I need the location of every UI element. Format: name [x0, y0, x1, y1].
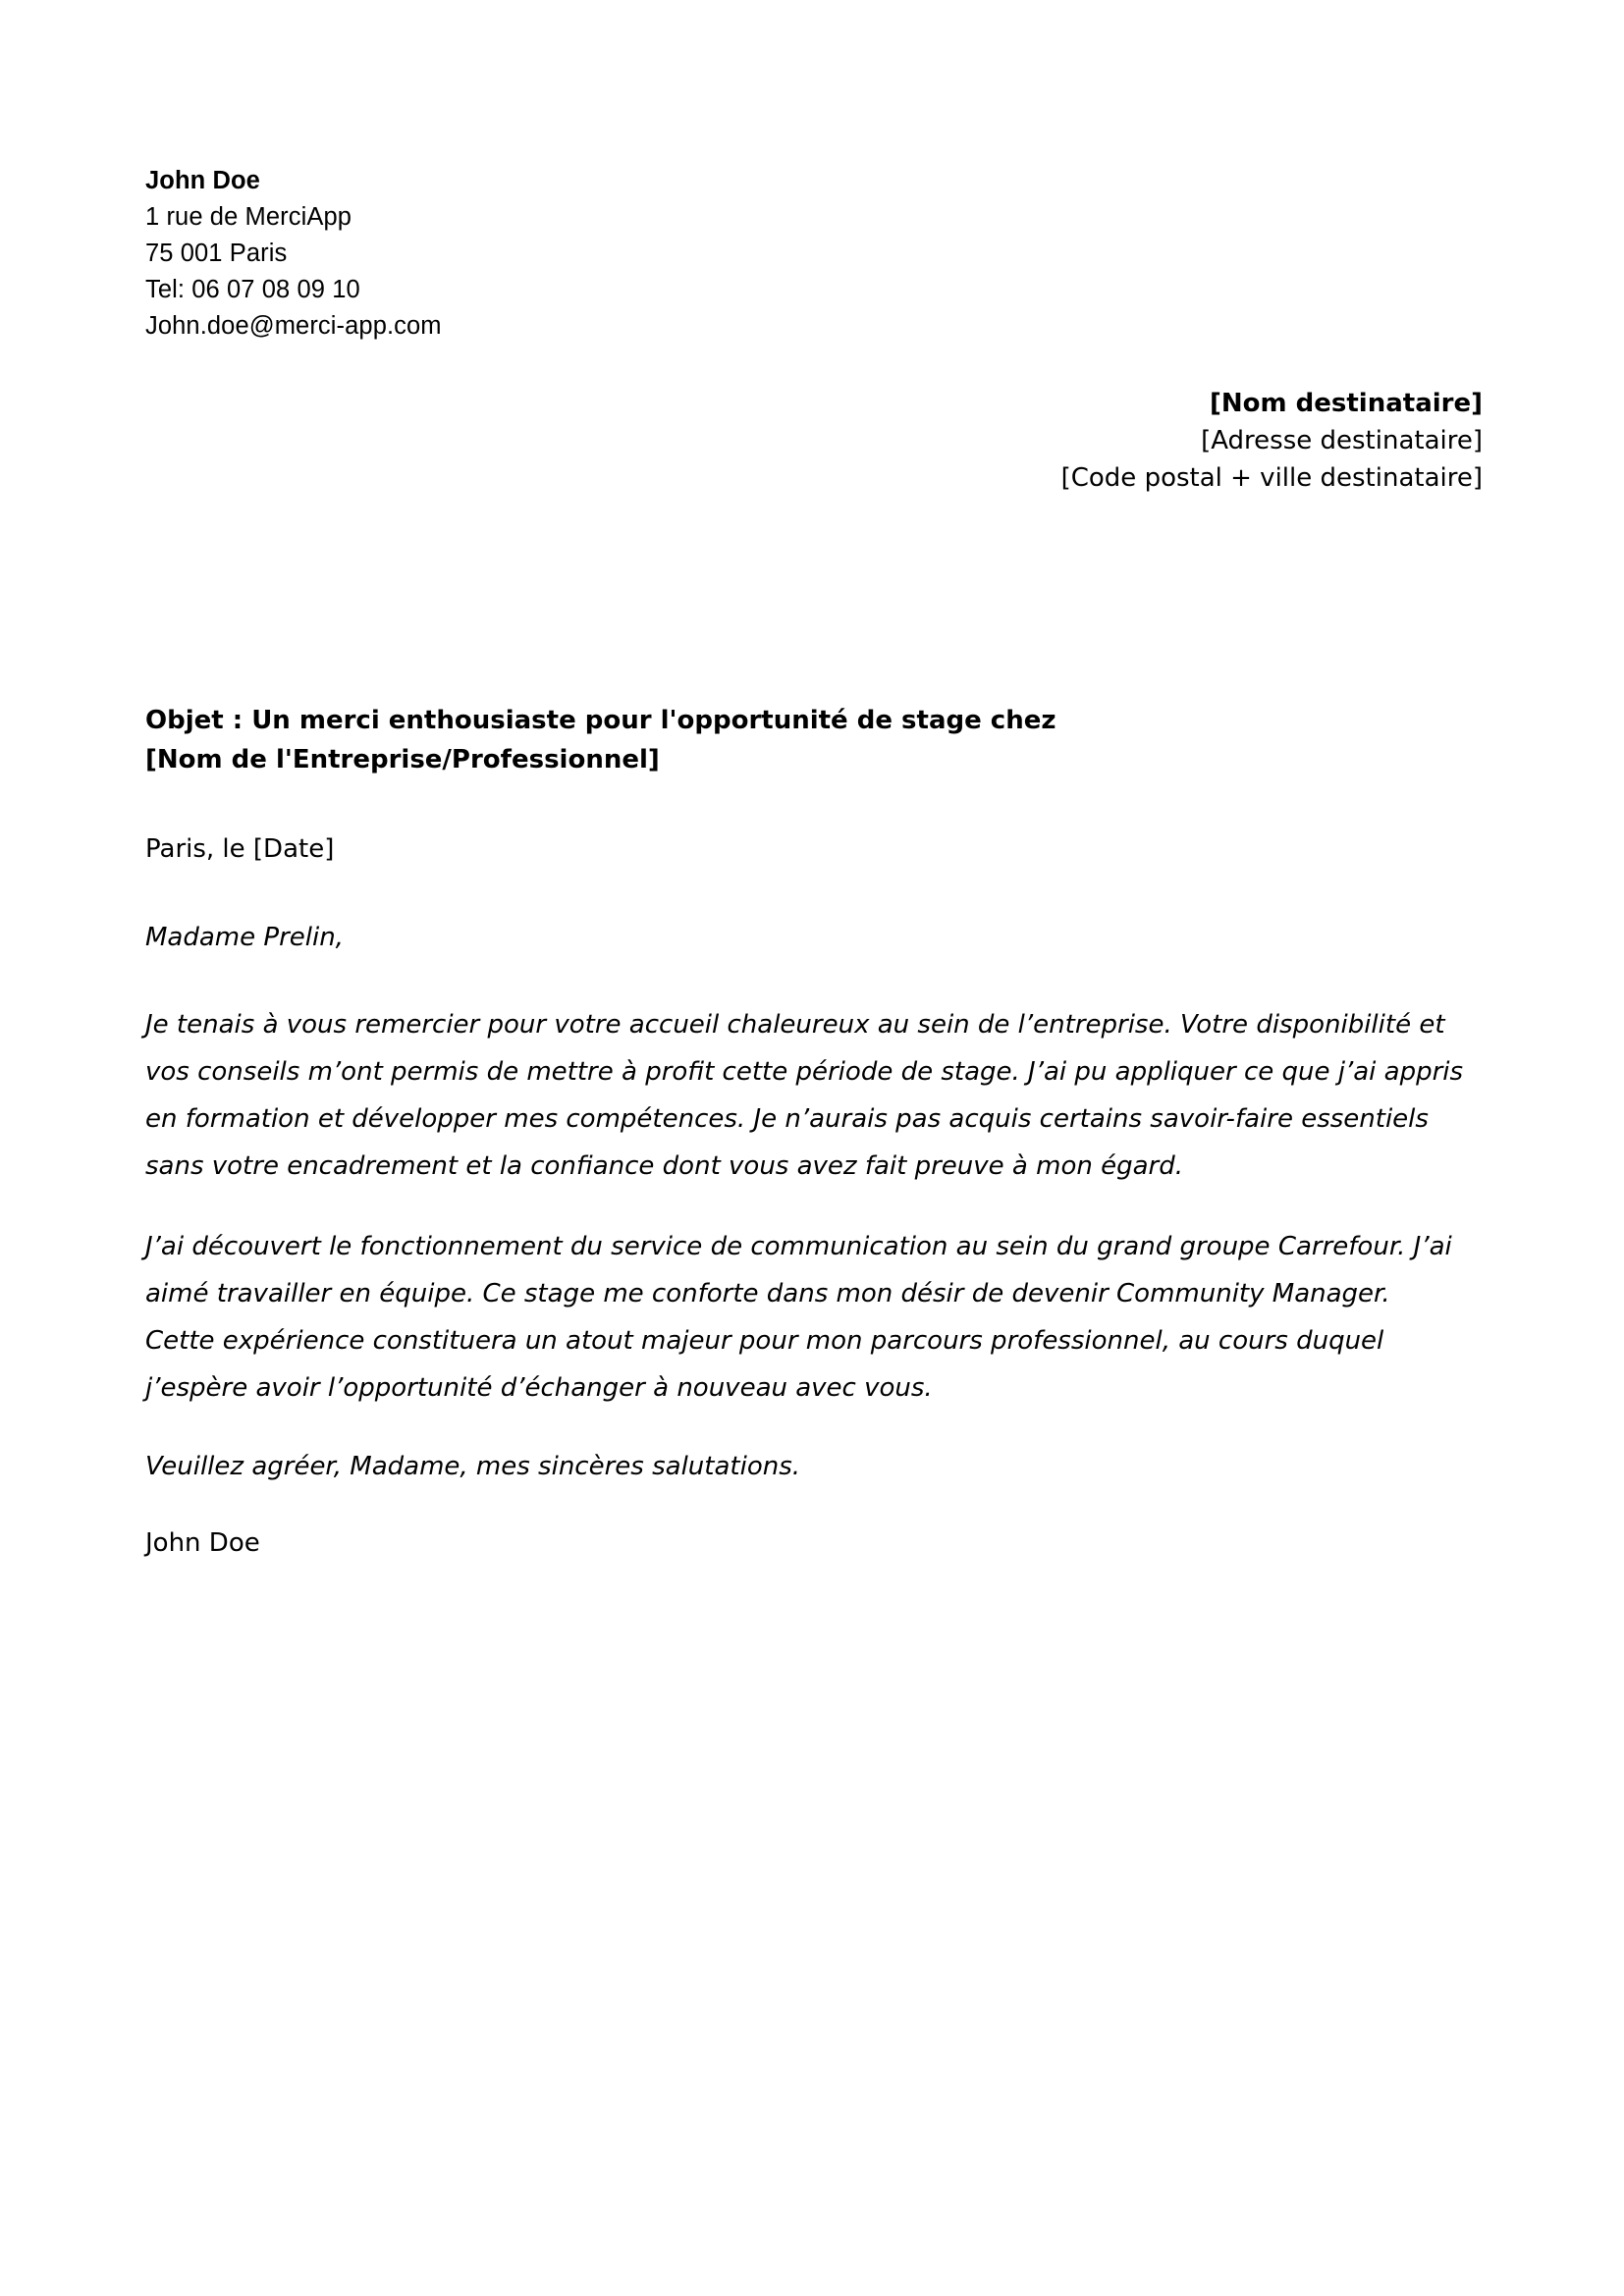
recipient-address-block [1061, 385, 1483, 497]
sender-address-block [145, 163, 442, 345]
letter-closing: Veuillez agréer, Madame, mes sincères salutations. [145, 1452, 801, 1481]
sender-phone: Tel: 06 07 08 09 10 [145, 276, 360, 303]
letter-paragraph-1: Je tenais à vous remercier pour votre accueil chaleureux au sein de l’entreprise. Votre disponibilité et vos conseils m’ont permis de mettre à profit cette période de stage. J’ai pu appliquer ce que j’ai appris en formation et développer mes compétences. Je n’aurais pas acquis certains savoir-faire essentiels sans votre encadrement et la confiance dont vous avez fait preuve à mon égard. [145, 1010, 1464, 1181]
recipient-name: [Nom destinataire] [1210, 389, 1483, 418]
letter-paragraph-2: J’ai découvert le fonctionnement du service de communication au sein du grand groupe Carrefour. J’ai aimé travailler en équipe. Ce stage me conforte dans mon désir de devenir Community Manager. Cette expérience constituera un atout majeur pour mon parcours professionnel, au cours duquel j’espère avoir l’opportunité d’échanger à nouveau avec vous. [145, 1232, 1452, 1403]
letter-date-line: Paris, le [Date] [145, 834, 335, 864]
recipient-postal-city: [Code postal + ville destinataire] [1060, 463, 1483, 493]
recipient-address: [Adresse destinataire] [1201, 426, 1483, 455]
sender-name: John Doe [145, 167, 260, 194]
sender-street: 1 rue de MerciApp [145, 203, 352, 231]
letter-salutation: Madame Prelin, [145, 923, 344, 952]
letter-body [145, 701, 1492, 1563]
sender-email: John.doe@merci-app.com [145, 312, 442, 340]
letter-subject: Objet : Un merci enthousiaste pour l'opportunité de stage chez [Nom de l'Entreprise/Professionnel] [145, 706, 1056, 774]
sender-postal-city: 75 001 Paris [145, 240, 288, 267]
letter-signature: John Doe [145, 1528, 260, 1558]
